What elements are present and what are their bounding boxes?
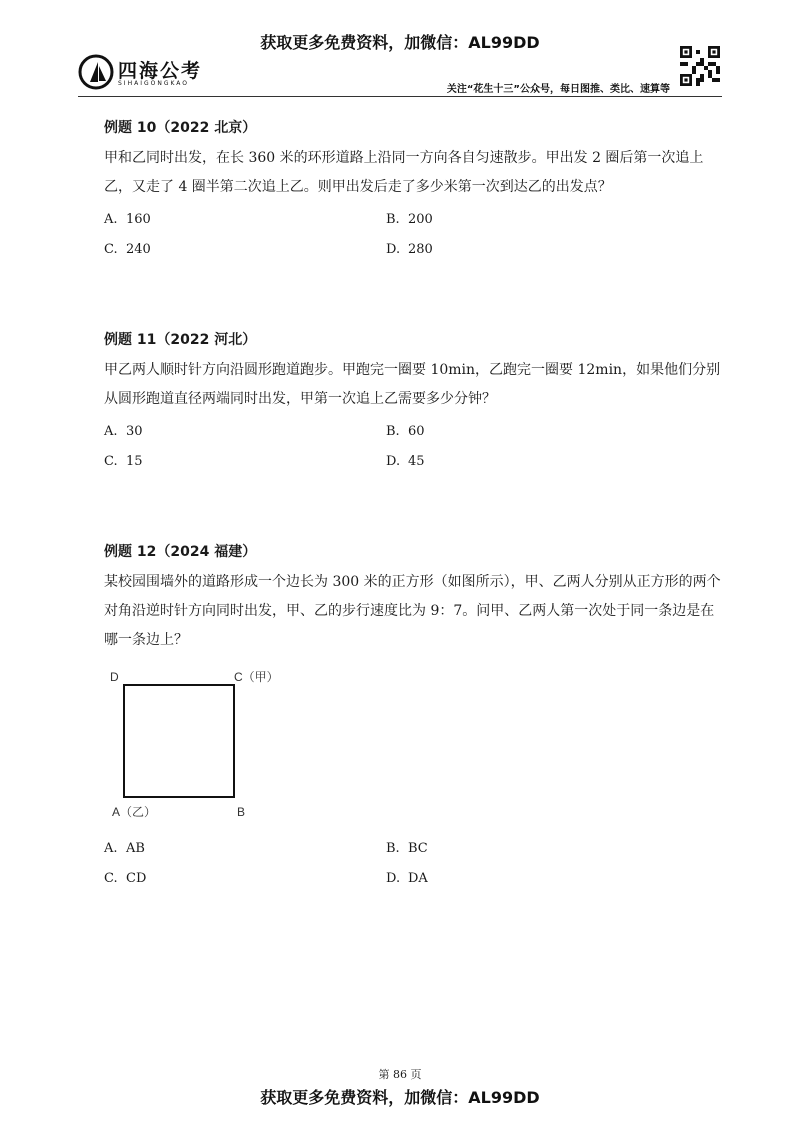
option-a: A. 160 <box>104 211 151 227</box>
option-c: C. CD <box>104 870 147 886</box>
options <box>104 833 724 893</box>
header-divider <box>78 96 722 97</box>
question-body: 某校园围墙外的道路形成一个边长为 300 米的正方形（如图所示），甲、乙两人分别从正方形的两个对角沿逆时针方向同时出发，甲、乙的步行速度比为 9：7。问甲、乙两人第一次处于同一条边是在哪一条边上？ <box>104 574 721 648</box>
option-b: B. BC <box>386 840 428 856</box>
square-path <box>124 685 234 797</box>
promo-banner-top: 获取更多免费资料，加微信：AL99DD <box>260 33 540 52</box>
question-title: 例题 11（2022 河北） <box>104 332 257 348</box>
logo-subtext: SIHAIGONGKAO <box>118 80 190 87</box>
page-content <box>104 106 724 893</box>
option-d: D. 45 <box>386 453 425 469</box>
options <box>104 416 724 476</box>
option-d: D. 280 <box>386 241 433 257</box>
options <box>104 204 724 264</box>
promo-banner-bottom: 获取更多免费资料，加微信：AL99DD <box>260 1088 540 1107</box>
page-number: 第 86 页 <box>378 1068 422 1081</box>
question-body: 甲乙两人顺时针方向沿圆形跑道跑步。甲跑完一圈要 10min，乙跑完一圈要 12min，如果他们分别从圆形跑道直径两端同时出发，甲第一次追上乙需要多少分钟？ <box>104 362 721 407</box>
question-body: 甲和乙同时出发，在长 360 米的环形道路上沿同一方向各自匀速散步。甲出发 2 圈后第一次追上乙，又走了 4 圈半第二次追上乙。则甲出发后走了多少米第一次到达乙的出发点？ <box>104 150 704 195</box>
label-c: C（甲） <box>234 671 279 684</box>
option-d: D. DA <box>386 870 428 886</box>
label-a: A（乙） <box>112 805 157 819</box>
qr-code-icon <box>680 46 720 86</box>
sail-logo-icon <box>78 54 114 90</box>
option-a: A. AB <box>104 840 145 856</box>
square-diagram <box>104 671 294 821</box>
question-12 <box>104 542 724 893</box>
question-11 <box>104 330 724 476</box>
option-c: C. 240 <box>104 241 151 257</box>
label-b: B <box>237 805 246 819</box>
question-title: 例题 10（2022 北京） <box>104 120 257 136</box>
option-c: C. 15 <box>104 453 143 469</box>
logo <box>78 54 238 90</box>
option-a: A. 30 <box>104 423 143 439</box>
question-title: 例题 12（2024 福建） <box>104 544 257 560</box>
option-b: B. 60 <box>386 423 425 439</box>
logo-text: 四海公考 <box>118 60 203 82</box>
option-b: B. 200 <box>386 211 433 227</box>
header-note: 关注“花生十三”公众号，每日图推、类比、速算等 <box>446 84 670 95</box>
question-10 <box>104 118 724 264</box>
label-d: D <box>110 671 119 684</box>
